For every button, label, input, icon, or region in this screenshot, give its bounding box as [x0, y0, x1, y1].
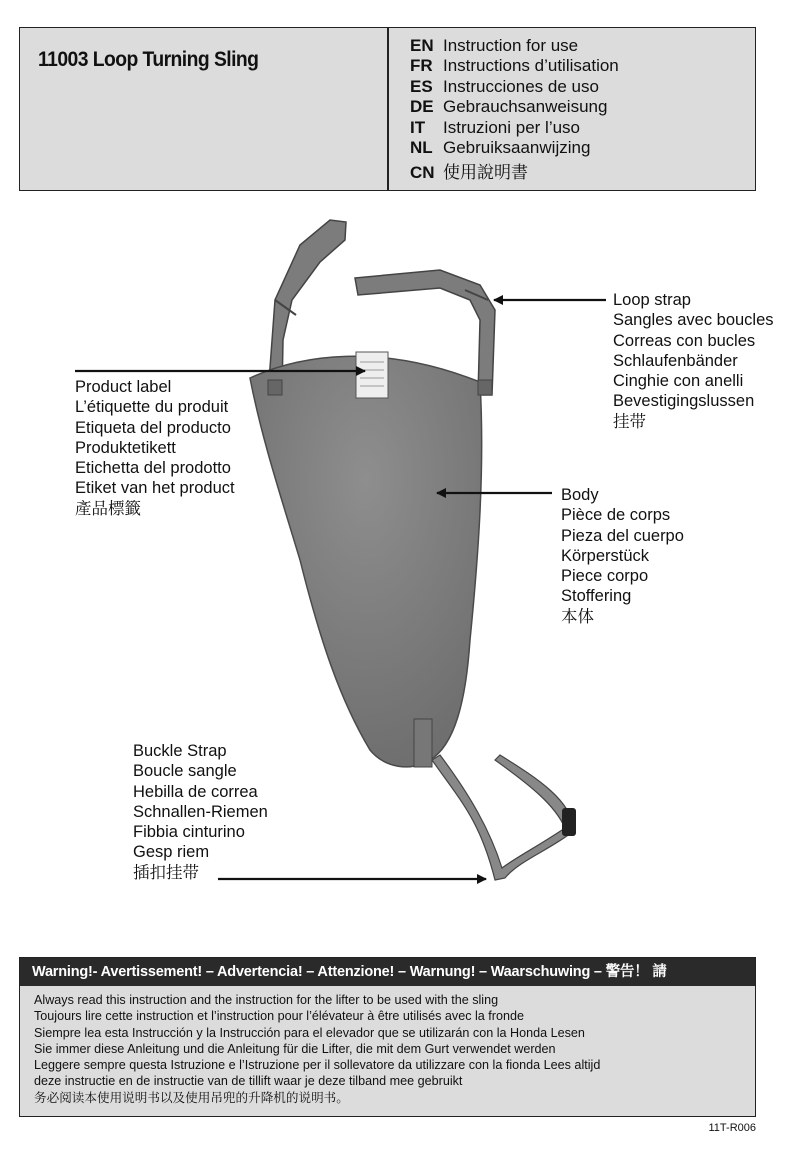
callout-line: 挂带	[613, 412, 646, 431]
sling-body	[250, 356, 482, 767]
language-row-nl	[410, 138, 619, 158]
callout-line: Correas con bucles	[613, 331, 756, 350]
header-box	[19, 27, 756, 191]
warning-line: Always read this instruction and the instruction for the lifter to be used with the sling	[34, 993, 499, 1007]
callout-line: Bevestigingslussen	[613, 392, 755, 411]
language-text: Gebrauchsanweisung	[443, 97, 608, 117]
warning-box	[19, 957, 756, 1117]
product-label-callout	[75, 377, 235, 519]
callout-line: Fibbia cinturino	[133, 823, 245, 842]
callout-line: Pièce de corps	[561, 506, 671, 525]
language-row-it	[410, 118, 619, 138]
language-code: CN	[410, 163, 435, 183]
language-code: FR	[410, 56, 433, 76]
loop-strap-callout	[613, 290, 774, 432]
language-row-es	[410, 77, 619, 97]
language-code: IT	[410, 117, 426, 137]
language-text: Instrucciones de uso	[443, 76, 599, 96]
callout-line: Körperstück	[561, 546, 650, 565]
header-divider	[387, 28, 389, 190]
buckle-strap	[432, 755, 575, 880]
product-title: 11003 Loop Turning Sling	[38, 48, 259, 71]
warning-line: Leggere sempre questa Istruzione e l’Istruzione per il sollevatore da utilizzare con la fionda Lees altijd	[34, 1058, 601, 1073]
language-text: Istruzioni per l’uso	[443, 117, 581, 137]
language-row-cn	[410, 158, 619, 183]
callout-line: Piece corpo	[561, 567, 649, 586]
callout-line: Pieza del cuerpo	[561, 526, 684, 545]
callout-line: Etiket van het product	[75, 479, 235, 498]
callout-line: 產品標籤	[75, 499, 141, 518]
language-code: DE	[410, 97, 434, 117]
callout-line: Product label	[75, 378, 172, 396]
language-list	[410, 36, 619, 183]
warning-title: Warning!- Avertissement! – Advertencia! – Attenzione! – Warnung! – Waarschuwing – 警告！ 請	[20, 958, 755, 986]
warning-line: Sie immer diese Anleitung und die Anleitung für die Lifter, die mit dem Gurt verwendet werden	[34, 1041, 556, 1056]
callout-line: Loop strap	[613, 291, 691, 309]
callout-line: Schnallen-Riemen	[133, 802, 268, 821]
language-text: Instructions d’utilisation	[443, 56, 619, 76]
warning-line: 务必阅读本使用说明书以及使用吊兜的升降机的说明书。	[34, 1090, 349, 1105]
language-code: ES	[410, 76, 433, 96]
buckle-strap-callout	[133, 741, 268, 883]
language-code: EN	[410, 36, 434, 55]
callout-line: Etiqueta del producto	[75, 418, 231, 437]
language-row-fr	[410, 56, 619, 76]
callout-line: Stoffering	[561, 587, 632, 606]
callout-line: L’étiquette du produit	[75, 398, 229, 417]
language-row-en	[410, 36, 619, 56]
callout-line: Boucle sangle	[133, 762, 237, 781]
warning-line: Toujours lire cette instruction et l’instruction pour l’élévateur à être utilisés avec la fronde	[34, 1009, 524, 1024]
document-code: 11T-R006	[708, 1122, 756, 1134]
callout-line: Sangles avec boucles	[613, 311, 774, 330]
callout-line: Cinghie con anelli	[613, 372, 744, 391]
buckle-clip	[562, 808, 576, 836]
product-label-tag	[356, 352, 388, 398]
callout-line: Buckle Strap	[133, 742, 227, 760]
language-row-de	[410, 97, 619, 117]
warning-text	[20, 986, 755, 1106]
callout-line: 插扣挂带	[133, 863, 199, 882]
callout-line: Produktetikett	[75, 438, 176, 457]
language-code: NL	[410, 137, 433, 157]
language-text: 使用說明書	[443, 163, 528, 183]
callout-line: 本体	[561, 607, 594, 626]
body-callout	[561, 485, 684, 627]
callout-line: Schlaufenbänder	[613, 351, 738, 370]
language-text: Instruction for use	[443, 36, 579, 55]
callout-line: Body	[561, 486, 599, 504]
callout-line: Etichetta del prodotto	[75, 459, 231, 478]
language-text: Gebruiksaanwijzing	[443, 137, 591, 157]
warning-line: deze instructie en de instructie van de tillift waar je deze tilband mee gebruikt	[34, 1074, 463, 1089]
warning-line: Siempre lea esta Instrucción y la Instrucción para el elevador que se utilizarán con la Honda Lesen	[34, 1025, 585, 1040]
callout-line: Gesp riem	[133, 843, 210, 862]
callout-line: Hebilla de correa	[133, 782, 258, 801]
